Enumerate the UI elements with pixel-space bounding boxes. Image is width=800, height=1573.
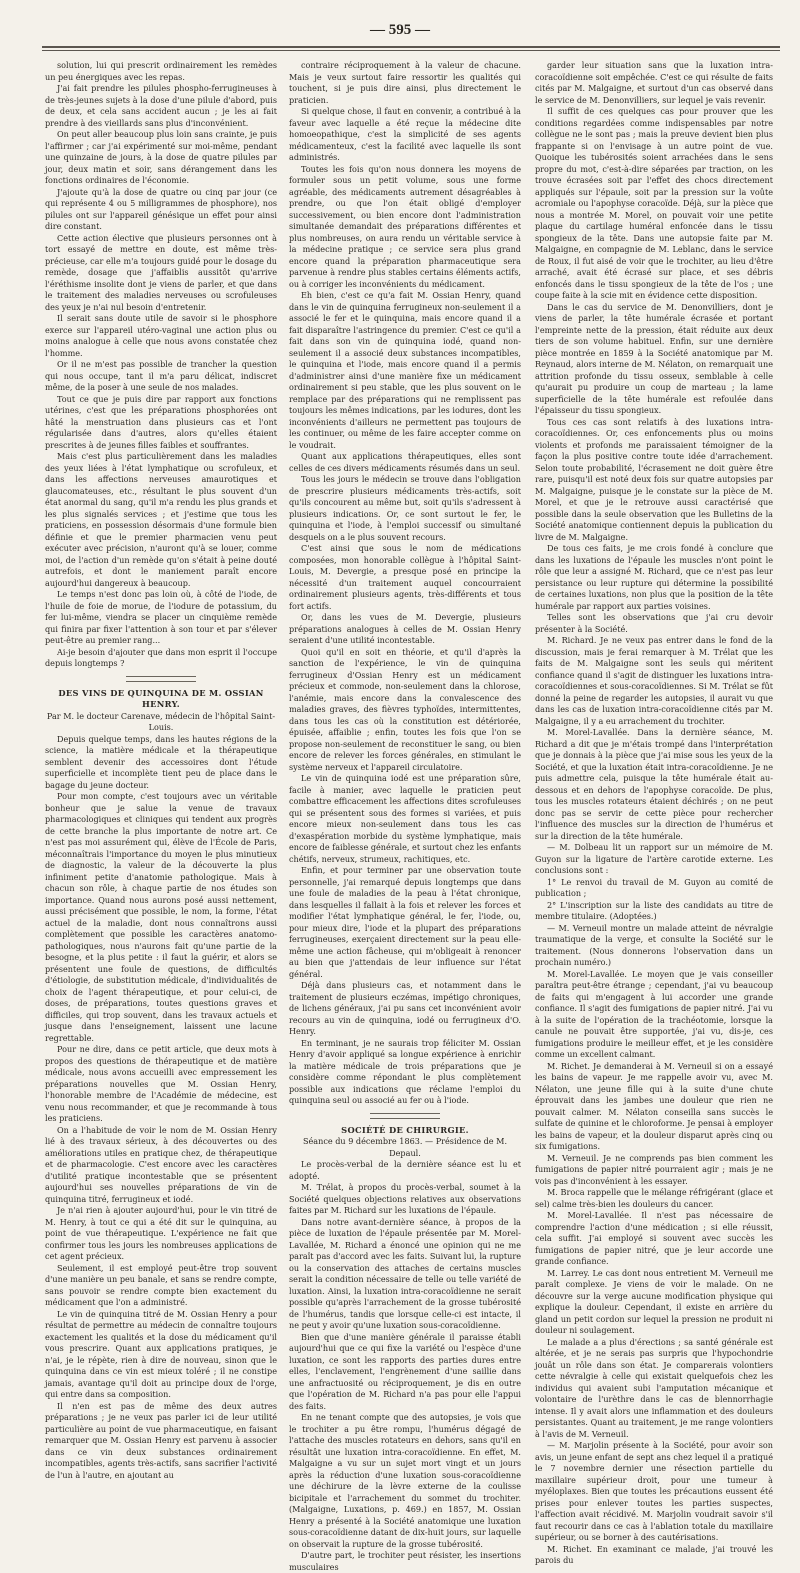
paragraph: Enfin, et pour terminer par une observation toute personnelle, j'ai remarqué depuis longtemps que dans une foule de maladies de la peau à l'état chronique, dans lesquelles il fallait à la fois et relever les forces et modifier l'état lymphatique général, le fer, l'iode, ou, pour mieux dire, l'iode et la plupart des préparations ferrugineuses, exerçaient directement sur la peau elle-même une action fâcheuse, qui m'obligeait à renoncer au bien que j'attendais de leur influence sur l'état général. bbox=[289, 865, 521, 979]
paragraph: — M. Marjolin présente à la Société, pour avoir son avis, un jeune enfant de sept ans chez lequel il a pratiqué le 7 novembre dernier une résection partielle du maxillaire supérieur droit, pour une tumeur à myéloplaxes. Bien que toutes les précautions eussent été prises pour enlever toutes les parties suspectes, l'affection avait récidivé. M. Marjolin voudrait savoir s'il faut recourir dans ce cas à l'ablation totale du maxillaire supérieur, ou se borner à des cautérisations. bbox=[535, 1440, 773, 1542]
paragraph: Seulement, il est employé peut-être trop souvent d'une manière un peu banale, et sans se rendre compte, sans pouvoir se rendre compte bien exactement du médicament que l'on a administré. bbox=[45, 1262, 277, 1307]
paragraph: J'ajoute qu'à la dose de quatre ou cinq par jour (ce qui représente 4 ou 5 milligrammes de phosphore), nos pilules ont sur l'appareil génésique un effet pour ainsi dire constant. bbox=[45, 186, 277, 231]
section-divider bbox=[126, 676, 196, 682]
page-number: — 595 — bbox=[370, 22, 430, 38]
paragraph: En terminant, je ne saurais trop féliciter M. Ossian Henry d'avoir appliqué sa longue expérience à enrichir la matière médicale de trois préparations que je considère comme répondant le plus complètement possible aux indications que réclame l'emploi du quinquina seul ou associé au fer ou à l'iode. bbox=[289, 1037, 521, 1105]
paragraph: Dans le cas du service de M. Denonvilliers, dont je viens de parler, la tête humérale écrasée et portant l'empreinte nette de la pression, était réduite aux deux tiers de son volume habituel. Enfin, sur une dernière pièce montrée en 1859 à la Société anatomique par M. Reynaud, alors interne de M. Nélaton, on remarquait une attrition profonde du tissu osseux, semblable à celle qu'aurait pu produire un coup de marteau ; la lame superficielle de la tête humérale est refoulée dans l'épaisseur du tissu spongieux. bbox=[535, 301, 773, 415]
paragraph: On a l'habitude de voir le nom de M. Ossian Henry lié à des travaux sérieux, à des découvertes ou des améliorations utiles en pratique chez, de thérapeutique et de pharmacologie. C'est encore avec les caractères d'utilité pratique incontestable que se présentent aujourd'hui ses nouvelles préparations de vin de quinquina titré, ferrugineux et iodé. bbox=[45, 1124, 277, 1204]
session-header: Séance du 9 décembre 1863. — Présidence de M. Depaul. bbox=[302, 1136, 508, 1158]
paragraph: De tous ces faits, je me crois fondé à conclure que dans les luxations de l'épaule les muscles n'ont point le rôle que leur a assigné M. Richard, que ce n'est pas leur persistance ou leur rupture qui détermine la possibilité de certaines luxations, non plus que la position de la tête humérale par rapport aux parties voisines. bbox=[535, 543, 773, 611]
paragraph: Tout ce que je puis dire par rapport aux fonctions utérines, c'est que les préparations phosphorées ont hâté la menstruation dans plusieurs cas et l'ont régularisée dans d'autres, alors qu'elles étaient prescrites à de jeunes filles faibles et souffrantes. bbox=[45, 393, 277, 450]
header-rule-top bbox=[42, 46, 780, 48]
paragraph: J'ai fait prendre les pilules phospho-ferrugineuses à de très-jeunes sujets à la dose d'une pilule d'abord, puis de deux, et cela sans accident aucun ; je les ai fait prendre à des vieillards sans plus d'inconvénient. bbox=[45, 83, 277, 128]
paragraph: En ne tenant compte que des autopsies, je vois que le trochiter a pu être rompu, l'humérus dégagé de l'attache des muscles rotateurs en dehors, sans qu'il en résultât une luxation intra-coracoïdienne. En effet, M. Malgaigne a vu sur un sujet mort vingt et un jours après la réduction d'une luxation sous-coracoïdienne une déchirure de la lèvre externe de la coulisse bicipitale et l'arrachement du sommet du trochiter. (Malgaigne, Luxations, p. 469.) en 1857, M. Ossian Henry a présenté à la Société anatomique une luxation sous-coracoïdienne datant de dix-huit jours, sur laquelle on observait la rupture de la grosse tubérosité. bbox=[289, 1412, 521, 1549]
paragraph: M. Verneuil. Je ne comprends pas bien comment les fumigations de papier nitré pourraient agir ; mais je ne vois pas d'inconvénient à les essayer. bbox=[535, 1152, 773, 1186]
paragraph: Pour mon compte, c'est toujours avec un véritable bonheur que je salue la venue de travaux pharmacologiques et cliniques qui tendent aux progrès de cette branche la plus importante de notre art. Ce n'est pas moi assurément qui, élève de l'École de Paris, méconnaîtrais l'importance du moyen le plus minutieux de diagnostic, la valeur de la découverte la plus infiniment petite d'anatomie pathologique. Mais à chacun son rôle, à chaque partie de nos études son importance. Quand nous aurons posé aussi nettement, aussi précisément que possible, le nom, la forme, l'état actuel de la maladie, dont nous connaîtrons aussi complètement que possible les caractères anatomo-pathologiques, nous n'aurons fait qu'une partie de la besogne, et la plus petite : il faut la guérir, et alors se présentent une foule de questions, de difficultés d'étiologie, de substitution médicale, d'individualités de choix de l'agent thérapeutique, et pour celui-ci, de doses, de préparations, toutes questions graves et difficiles, qui trop souvent, dans les travaux actuels et jusque dans l'enseignement, laissent une lacune regrettable. bbox=[45, 791, 277, 1043]
paragraph: Quant aux applications thérapeutiques, elles sont celles de ces divers médicaments résumés dans un seul. bbox=[289, 451, 521, 473]
paragraph: Toutes les fois qu'on nous donnera les moyens de formuler sous un petit volume, sous une forme agréable, des médicaments autrement désagréables à prendre, ou que l'on était obligé d'employer successivement, ou bien encore dont l'administration simultanée demandait des préparations différentes et plus nombreuses, on aura rendu un véritable service à la médecine pratique ; ce service sera plus grand encore quand la préparation pharmaceutique sera parvenue à rendre plus stables certains éléments actifs, ou à corriger les inconvénients du médicament. bbox=[289, 163, 521, 289]
paragraph: Telles sont les observations que j'ai cru devoir présenter à la Société. bbox=[535, 612, 773, 634]
paragraph: Si quelque chose, il faut en convenir, a contribué à la faveur avec laquelle a été reçue la médecine dite homoeopathique, c'est la simplicité de ses agents médicamenteux, c'est la facilité avec laquelle ils sont administrés. bbox=[289, 106, 521, 162]
section-title: DES VINS DE QUINQUINA DE M. OSSIAN HENRY. bbox=[58, 687, 264, 709]
header-rule-bottom bbox=[42, 50, 780, 51]
paragraph: Déjà dans plusieurs cas, et notamment dans le traitement de plusieurs eczémas, impétigo chroniques, de lichens généraux, j'ai pu sans cet inconvénient avoir recours au vin de quinquina, iodé ou ferrugineux d'O. Henry. bbox=[289, 980, 521, 1036]
column-right bbox=[535, 60, 773, 1565]
paragraph: Mais c'est plus particulièrement dans les maladies des yeux liées à l'état lymphatique ou scrofuleux, et dans les affections nerveuses amaurotiques et glaucomateuses, etc., résultant le plus souvent d'un état anormal du sang, qu'il m'a rendu les plus grands et les plus signalés services ; et j'estime que tous les praticiens, en possession désormais d'une formule bien définie et que le premier pharmacien venu peut exécuter avec précision, n'auront qu'à se louer, comme moi, de l'action d'un remède qu'on s'était à peine douté autrefois, et dont le maniement paraît encore aujourd'hui dangereux à beaucoup. bbox=[45, 451, 277, 588]
paragraph: Pour ne dire, dans ce petit article, que deux mots à propos des questions de thérapeutique et de matière médicale, nous avons accueilli avec empressement les préparations nouvelles que M. Ossian Henry, l'honorable membre de l'Académie de médecine, est venu nous recommander, et que je recommande à tous les praticiens. bbox=[45, 1044, 277, 1123]
paragraph: On peut aller beaucoup plus loin sans crainte, je puis l'affirmer ; car j'ai expérimenté sur moi-même, pendant une quinzaine de jours, à la dose de quatre pilules par jour, deux matin et soir, sans dérangement dans les fonctions ordinaires de l'économie. bbox=[45, 129, 277, 185]
paragraph: M. Richet. Je demanderai à M. Verneuil si on a essayé les bains de vapeur. Je me rappelle avoir vu, avec M. Nélaton, une jeune fille qui à la suite d'une chute éprouvait dans les jambes une douleur que rien ne pouvait calmer. M. Nélaton conseilla sans succès le sulfate de quinine et le chloroforme. Je pensai à employer les bains de vapeur, et la douleur disparut après cinq ou six fumigations. bbox=[535, 1060, 773, 1151]
paragraph: Ai-je besoin d'ajouter que dans mon esprit il l'occupe depuis longtemps ? bbox=[45, 646, 277, 668]
paragraph: — M. Dolbeau lit un rapport sur un mémoire de M. Guyon sur la ligature de l'artère carotide externe. Les conclusions sont : bbox=[535, 842, 773, 875]
paragraph: M. Richet. En examinant ce malade, j'ai trouvé les parois du bbox=[535, 1543, 773, 1565]
paragraph: Il n'en est pas de même des deux autres préparations ; je ne veux pas parler ici de leur utilité particulière au point de vue pharmaceutique, en faisant remarquer que M. Ossian Henry est parvenu à associer dans ce vin deux substances ordinairement incompatibles, agents très-actifs, sans sacrifier l'activité de l'un à l'autre, en ajoutant au bbox=[45, 1400, 277, 1480]
paragraph: — M. Verneuil montre un malade atteint de névralgie traumatique de la verge, et consulte la Société sur le traitement. (Nous donnerons l'observation dans un prochain numéro.) bbox=[535, 922, 773, 967]
paragraph: M. Larrey. Le cas dont nous entretient M. Verneuil me paraît complexe. Je viens de voir le malade. On ne découvre sur la verge aucune modification physique qui explique la douleur. Cependant, il existe en arrière du gland un petit cordon sur lequel la pression ne produit ni douleur ni soulagement. bbox=[535, 1267, 773, 1335]
paragraph: Le temps n'est donc pas loin où, à côté de l'iode, de l'huile de foie de morue, de l'iodure de potassium, du fer lui-même, viendra se placer un cinquième remède qui finira par fixer l'attention à son tour et par s'élever peut-être au premier rang... bbox=[45, 589, 277, 645]
paragraph: Cette action élective que plusieurs personnes ont à tort essayé de mettre en doute, est même très-précieuse, car elle m'a toujours guidé pour le dosage du remède, dosage que j'affaiblis aussitôt qu'arrive l'éréthisme insolite dont je viens de parler, et que dans le traitement des maladies nerveuses ou scrofuleuses des yeux je n'ai nul besoin d'entretenir. bbox=[45, 232, 277, 312]
paragraph: Or il ne m'est pas possible de trancher la question qui nous occupe, tant il m'a paru délicat, indiscret même, de la poser à une seule de nos malades. bbox=[45, 359, 277, 392]
paragraph: D'autre part, le trochiter peut résister, les insertions musculaires bbox=[289, 1550, 521, 1572]
paragraph: C'est ainsi que sous le nom de médications composées, mon honorable collègue à l'hôpital Saint-Louis, M. Devergie, a presque posé en principe la nécessité d'un traitement auquel concourraient ordinairement plusieurs agents, très-différents et tous fort actifs. bbox=[289, 543, 521, 611]
paragraph: contraire réciproquement à la valeur de chacune. Mais je veux surtout faire ressortir les qualités qui touchent, si je puis dire ainsi, plus directement le praticien. bbox=[289, 60, 521, 105]
paragraph: 2° L'inscription sur la liste des candidats au titre de membre titulaire. (Adoptées.) bbox=[535, 899, 773, 921]
paragraph: Le procès-verbal de la dernière séance est lu et adopté. bbox=[289, 1159, 521, 1181]
paragraph: 1° Le renvoi du travail de M. Guyon au comité de publication ; bbox=[535, 876, 773, 898]
paragraph: Or, dans les vues de M. Devergie, plusieurs préparations analogues à celles de M. Ossian Henry seraient d'une utilité incontestable. bbox=[289, 612, 521, 645]
paragraph: M. Morel-Lavallée. Il n'est pas nécessaire de comprendre l'action d'une médication ; si elle réussit, cela suffit. J'ai employé si souvent avec succès les fumigations de papier nitré, que je leur accorde une grande confiance. bbox=[535, 1210, 773, 1266]
paragraph: Le malade a a plus d'érections ; sa santé générale est altérée, et je ne serais pas surpris que l'hypochondrie jouât un rôle dans son état. Je comparerais volontiers cette névralgie à celle qui existait quelquefois chez les individus qui avaient subi l'amputation mécanique et volontaire de l'urèthre dans le cas de blennorrhagie intense. Il y avait alors une inflammation et des douleurs persistantes. Quant au traitement, je me range volontiers à l'avis de M. Verneuil. bbox=[535, 1336, 773, 1439]
paragraph: Tous les jours le médecin se trouve dans l'obligation de prescrire plusieurs médicaments très-actifs, soit qu'ils concourent au même but, soit qu'ils s'adressent à plusieurs indications. Or, ce sont surtout le fer, le quinquina et l'iode, à l'emploi successif ou simultané desquels on a le plus souvent recours. bbox=[289, 474, 521, 542]
paragraph: Dans notre avant-dernière séance, à propos de la pièce de luxation de l'épaule présentée par M. Morel-Lavallée, M. Richard a énoncé une opinion qui ne me paraît pas d'accord avec les faits. Suivant lui, la rupture ou la conservation des attaches de certains muscles serait la condition nécessaire de telle ou telle variété de luxation. Ainsi, la luxation intra-coracoïdienne ne serait possible qu'après l'arrachement de la grosse tubérosité de l'humérus, tandis que lorsque celle-ci est intacte, il ne peut y avoir qu'une luxation sous-coracoïdienne. bbox=[289, 1216, 521, 1330]
paragraph: garder leur situation sans que la luxation intra-coracoïdienne soit empêchée. C'est ce qui résulte de faits cités par M. Malgaigne, et surtout d'un cas observé dans le service de M. Denonvilliers, sur lequel je vais revenir. bbox=[535, 60, 773, 105]
paragraph: M. Broca rappelle que le mélange réfrigérant (glace et sel) calme très-bien les douleurs du cancer. bbox=[535, 1187, 773, 1209]
paragraph: solution, lui qui prescrit ordinairement les remèdes un peu énergiques avec les repas. bbox=[45, 60, 277, 82]
paragraph: Il suffit de ces quelques cas pour prouver que les conditions regardées comme indispensables par notre collègue ne le sont pas ; mais la preuve devient bien plus frappante si on l'envisage à un autre point de vue. Quoique les tubérosités soient arrachées dans le sens propre du mot, c'est-à-dire séparées par traction, on les trouve écrasées soit par l'effet des chocs directement appliqués sur l'épaule, soit par la pression sur la voûte acromiale ou l'apophyse coracoïde. Déjà, sur la pièce que nous a montrée M. Morel, on pouvait voir une petite plaque du cartilage huméral enfoncée dans le tissu spongieux de la tête. Dans une autopsie faite par M. Malgaigne, en compagnie de M. Leblanc, dans le service de Roux, il fut aisé de voir que le trochiter, au lieu d'être arraché, avait été écrasé sur place, et ses débris enfoncés dans le tissu spongieux de la tête de l'os ; une coupe faite à la scie mit en évidence cette disposition. bbox=[535, 106, 773, 300]
column-middle bbox=[289, 60, 521, 1572]
section-byline: Par M. le docteur Carenave, médecin de l'hôpital Saint-Louis. bbox=[46, 710, 276, 732]
section-divider bbox=[370, 1113, 440, 1119]
paragraph: M. Trélat, à propos du procès-verbal, soumet à la Société quelques objections relatives aux observations faites par M. Richard sur les luxations de l'épaule. bbox=[289, 1182, 521, 1215]
paragraph: Je n'ai rien à ajouter aujourd'hui, pour le vin titré de M. Henry, à tout ce qui a été dit sur le quinquina, au point de vue thérapeutique. L'expérience ne fait que confirmer tous les jours les nombreuses applications de cet agent précieux. bbox=[45, 1205, 277, 1261]
paragraph: Eh bien, c'est ce qu'a fait M. Ossian Henry, quand dans le vin de quinquina ferrugineux non-seulement il a associé le fer et le quinquina, mais encore quand il a fait disparaître l'astringence du premier. C'est ce qu'il a fait dans son vin de quinquina iodé, quand non-seulement il a associé deux substances incompatibles, le quinquina et l'iode, mais encore quand il a permis d'administrer ainsi d'une manière fixe un médicament ordinairement si peu stable, que les plus souvent on le remplace par des préparations qui ne remplissent pas toujours les mêmes indications, par les iodures, dont les inconvénients d'ailleurs ne permettent pas toujours de les continuer, ou même de les faire accepter comme on le voudrait. bbox=[289, 290, 521, 450]
column-left bbox=[45, 60, 277, 1480]
paragraph: M. Richard. Je ne veux pas entrer dans le fond de la discussion, mais je ferai remarquer à M. Trélat que les faits de M. Malgaigne sont les seuls qui méritent confiance quand il s'agit de distinguer les luxations intra-coracoïdiennes et sous-coracoïdiennes. Si M. Trélat se fût donné la peine de regarder les autopsies, il aurait vu que dans les cas de luxation intra-coracoïdienne cités par M. Malgaigne, il y a eu arrachement du trochiter. bbox=[535, 635, 773, 726]
paragraph: Depuis quelque temps, dans les hautes régions de la science, la matière médicale et la thérapeutique semblent devenir des accessoires dont l'étude superficielle et incomplète tient peu de place dans le bagage du jeune docteur. bbox=[45, 733, 277, 790]
paragraph: M. Morel-Lavallée. Dans la dernière séance, M. Richard a dit que je m'étais trompé dans l'interprétation que je donnais à la pièce que j'ai mise sous les yeux de la Société, et que la luxation était intra-coracoïdienne. Je ne puis admettre cela, puisque la tête humérale était au-dessous et en dehors de l'apophyse coracoïde. De plus, tous les muscles rotateurs étaient déchirés ; on ne peut donc pas se servir de cette pièce pour rechercher l'influence des muscles sur la direction de l'humérus et sur la direction de la tête humérale. bbox=[535, 727, 773, 841]
paragraph: Bien que d'une manière générale il paraisse établi aujourd'hui que ce qui fixe la variété ou l'espèce d'une luxation, ce sont les rapports des parties dures entre elles, l'enclavement, l'engrènement d'une saillie dans une anfractuosité ou réciproquement, je dis en outre que l'opération de M. Richard n'a pas pour elle l'appui des faits. bbox=[289, 1331, 521, 1411]
section-title: SOCIÉTÉ DE CHIRURGIE. bbox=[341, 1124, 469, 1135]
paragraph: Le vin de quinquina iodé est une préparation sûre, facile à manier, avec laquelle le praticien peut combattre efficacement les affections dites scrofuleuses qui se présentent sous des formes si variées, et puis encore mieux non-seulement dans tous les cas d'exaspération morbide du système lymphatique, mais encore de faiblesse générale, et surtout chez les enfants chétifs, nerveux, strumeux, rachitiques, etc. bbox=[289, 773, 521, 864]
paragraph: Quoi qu'il en soit en théorie, et qu'il d'après la sanction de l'expérience, le vin de quinquina ferrugineux d'Ossian Henry est un médicament précieux et commode, non-seulement dans la chlorose, l'anémie, mais encore dans la convalescence des maladies graves, des fièvres typhoïdes, intermittentes, dans tous les cas où la constitution est détériorée, épuisée, affaiblie ; enfin, toutes les fois que l'on se propose non-seulement de reconstituer le sang, ou bien encore de relever les forces générales, en stimulant le système nerveux et l'appareil circulatoire. bbox=[289, 646, 521, 772]
paragraph: Il serait sans doute utile de savoir si le phosphore exerce sur l'appareil utéro-vaginal une action plus ou moins analogue à celle que nous avons constatée chez l'homme. bbox=[45, 313, 277, 358]
paragraph: Le vin de quinquina titré de M. Ossian Henry a pour résultat de permettre au médecin de connaître toujours exactement les qualités et la dose du médicament qu'il vous prescrire. Quant aux applications pratiques, je n'ai, je le répète, rien à dire de nouveau, sinon que le quinquina dans ce vin est mieux toléré ; il ne constipe jamais, avantage qu'il doit au principe doux de l'orge, qui entre dans sa composition. bbox=[45, 1308, 277, 1399]
paragraph: Tous ces cas sont relatifs à des luxations intra-coracoïdiennes. Or, ces enfoncements plus ou moins violents et profonds me paraissaient témoigner de la façon la plus positive contre toute idée d'arrachement. Selon toute probabilité, l'écrasement ne doit guère être rare, puisqu'il est noté deux fois sur quatre autopsies par M. Malgaigne, puisque je le constate sur la pièce de M. Morel, et que je le retrouve aussi caractérisé que possible dans la seule observation que les Bulletins de la Société anatomique contiennent depuis la publication du livre de M. Malgaigne. bbox=[535, 416, 773, 542]
paragraph: M. Morel-Lavallée. Le moyen que je vais conseiller paraîtra peut-être étrange ; cependant, j'ai vu beaucoup de faits qui m'engagent à lui accorder une grande confiance. Il s'agit des fumigations de papier nitré. J'ai vu à la suite de l'opération de la trachéotomie, lorsque la canule ne pouvait être supportée, j'ai vu, dis-je, ces fumigations produire le meilleur effet, et je les considère comme un excellent calmant. bbox=[535, 968, 773, 1059]
page-header bbox=[0, 22, 800, 44]
